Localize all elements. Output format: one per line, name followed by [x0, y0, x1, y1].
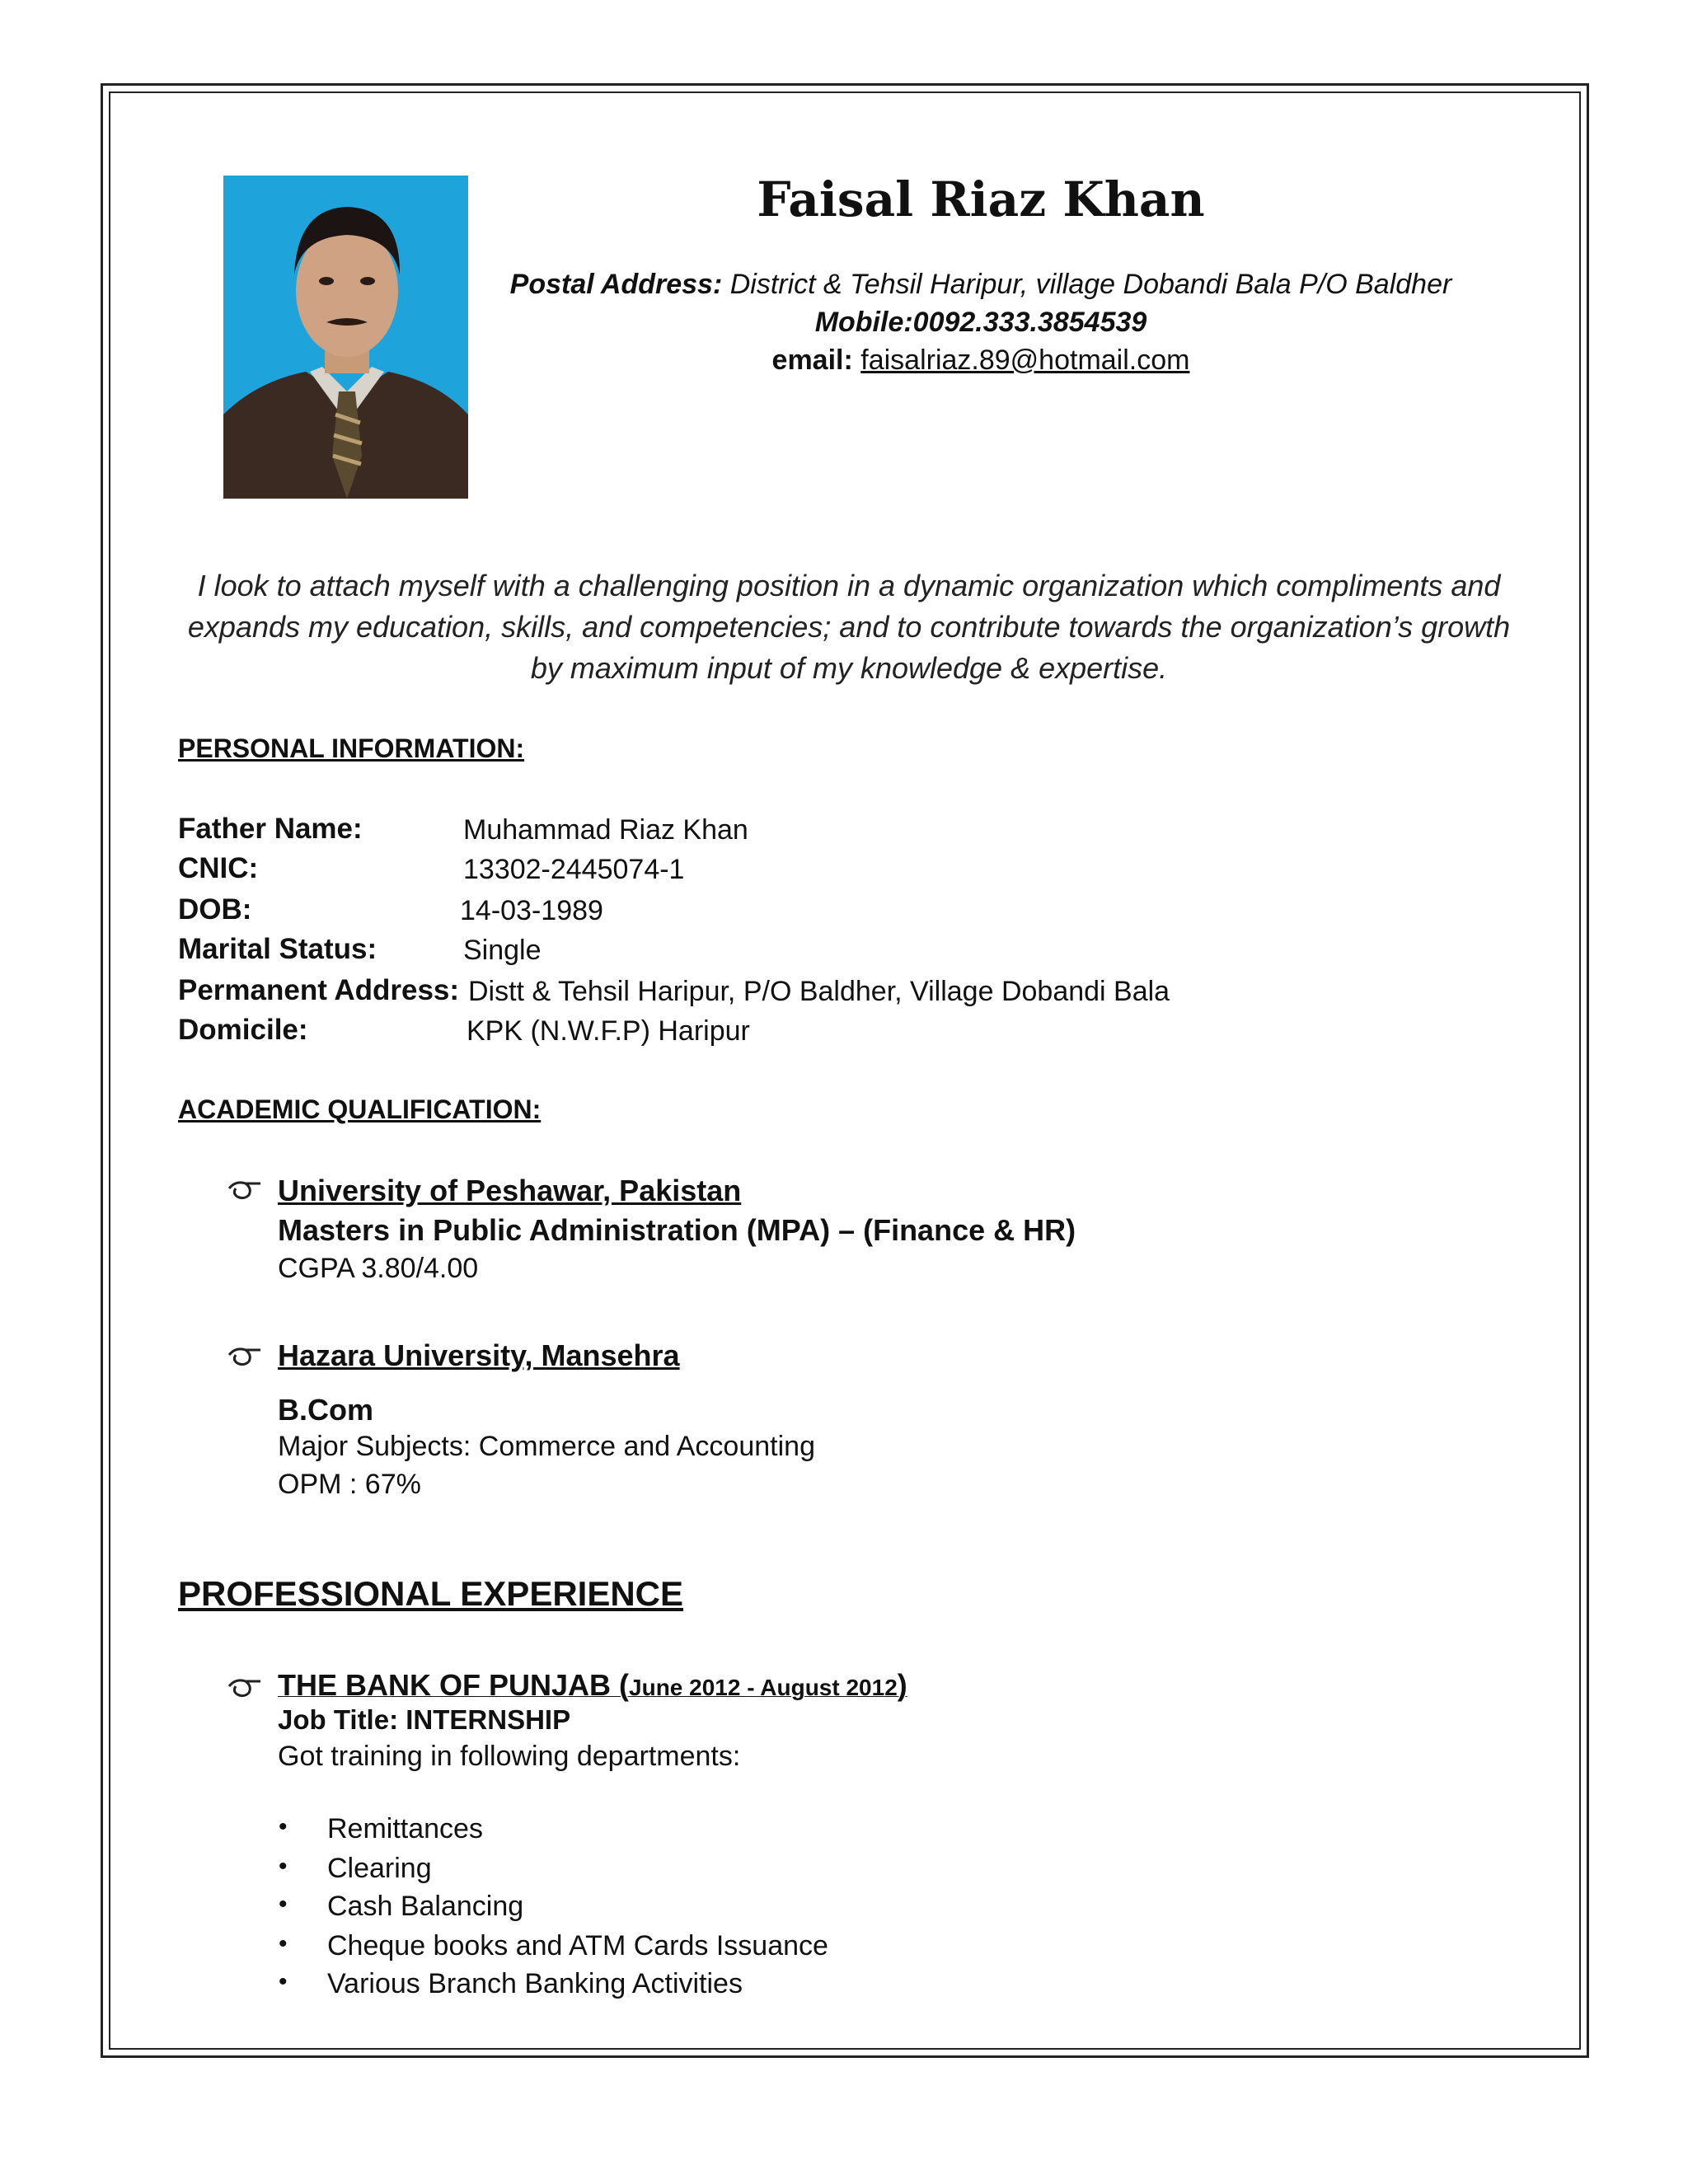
degree-title: B.Com	[278, 1393, 373, 1427]
list-bullet: •	[279, 1813, 288, 1840]
institution-name: University of Peshawar, Pakistan	[278, 1174, 742, 1207]
info-row-permanent-address	[178, 974, 1414, 1014]
employer-name: THE BANK OF PUNJAB (	[278, 1668, 630, 1702]
info-row-father-name	[178, 813, 1414, 852]
email-label: email:	[771, 344, 853, 376]
job-title: Job Title: INTERNSHIP	[278, 1704, 571, 1735]
email-link[interactable]: faisalriaz.89@hotmail.com	[860, 344, 1190, 376]
institution-name: Hazara University, Mansehra	[278, 1338, 680, 1372]
hand-pointer-icon	[227, 1675, 264, 1707]
info-value: 13302-2445074-1	[463, 854, 685, 885]
info-row-cnic	[178, 852, 1414, 892]
profile-photo	[223, 176, 468, 499]
postal-address-value: District & Tehsil Haripur, village Dobandi Bala P/O Baldher	[722, 269, 1452, 300]
personal-info-heading: PERSONAL INFORMATION:	[178, 733, 525, 763]
list-bullet: •	[279, 1968, 288, 1995]
info-value: KPK (N.W.F.P) Haripur	[467, 1015, 750, 1047]
training-intro: Got training in following departments:	[278, 1741, 741, 1772]
degree-detail: CGPA 3.80/4.00	[278, 1253, 479, 1284]
list-bullet: •	[279, 1853, 288, 1880]
employer-line	[278, 1668, 907, 1703]
employer-close: )	[897, 1668, 907, 1702]
degree-detail: Major Subjects: Commerce and Accounting	[278, 1431, 815, 1462]
department-item: Cheque books and ATM Cards Issuance	[327, 1930, 828, 1961]
info-label: DOB:	[178, 893, 252, 926]
info-row-marital-status	[178, 933, 1414, 972]
department-item: Cash Balancing	[327, 1891, 524, 1922]
degree-title: Masters in Public Administration (MPA) – (Finance & HR)	[278, 1213, 1076, 1247]
email-line	[462, 344, 1500, 377]
info-label: Permanent Address:	[178, 974, 460, 1006]
info-label: CNIC:	[178, 852, 259, 884]
career-objective: I look to attach myself with a challenging position in a dynamic organization which compliments and expands my education, skills, and competencies; and to contribute towards the organization’s growth by maximum input of my knowledge & expertise.	[187, 569, 1511, 685]
info-value: 14-03-1989	[460, 895, 603, 926]
hand-pointer-icon	[227, 1343, 264, 1376]
info-value: Single	[463, 935, 542, 966]
academic-heading: ACADEMIC QUALIFICATION:	[178, 1094, 542, 1124]
info-value: Distt & Tehsil Haripur, P/O Baldher, Village Dobandi Bala	[468, 976, 1170, 1007]
mobile-number: Mobile:0092.333.3854539	[814, 307, 1147, 338]
postal-address-label: Postal Address:	[509, 269, 723, 300]
department-item: Remittances	[327, 1813, 483, 1844]
candidate-name: Faisal Riaz Khan	[757, 171, 1205, 227]
info-value: Muhammad Riaz Khan	[463, 814, 748, 846]
list-bullet: •	[279, 1930, 288, 1957]
employment-period: June 2012 - August 2012	[629, 1675, 898, 1700]
department-item: Various Branch Banking Activities	[327, 1968, 743, 1999]
list-bullet: •	[279, 1891, 288, 1918]
info-label: Marital Status:	[178, 933, 377, 965]
professional-experience-heading: PROFESSIONAL EXPERIENCE	[178, 1574, 684, 1613]
info-label: Father Name:	[178, 813, 363, 845]
info-label: Domicile:	[178, 1014, 308, 1046]
postal-address-line	[462, 269, 1500, 301]
info-row-dob	[178, 893, 1414, 933]
department-item: Clearing	[327, 1853, 432, 1884]
info-row-domicile	[178, 1014, 1414, 1053]
hand-pointer-icon	[227, 1177, 264, 1209]
degree-detail: OPM : 67%	[278, 1469, 421, 1500]
